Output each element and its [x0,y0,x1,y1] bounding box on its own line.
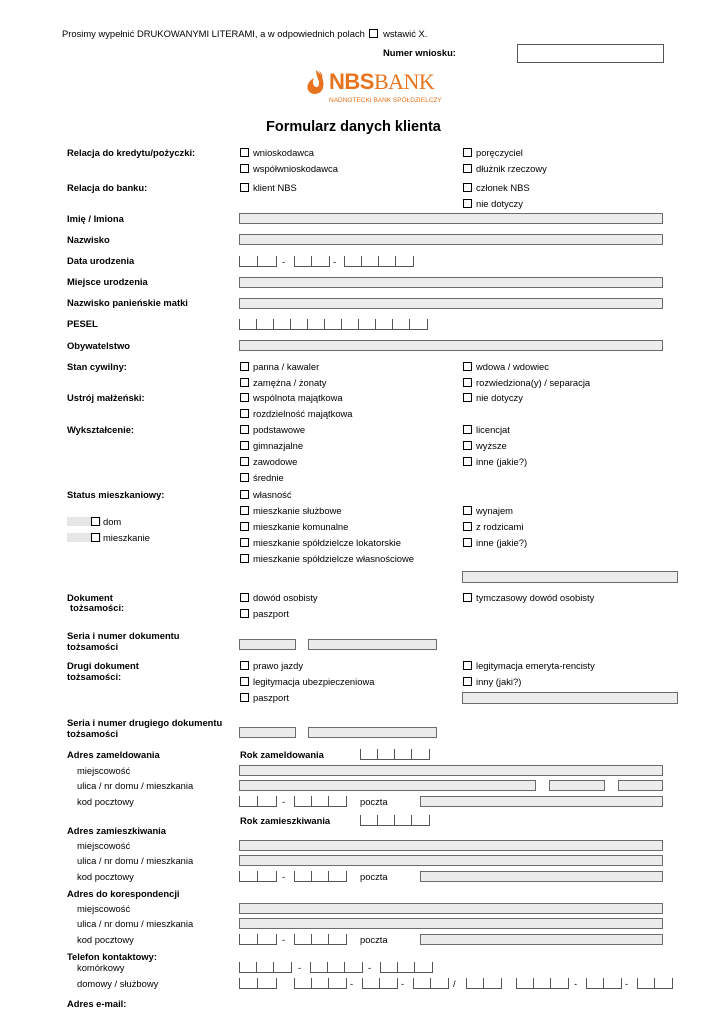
sep-dash: - [574,978,578,989]
option-legitymacja-ubezp: legitymacja ubezpieczeniowa [253,676,375,687]
ko-miejscowosc-label: miejscowość [77,903,131,914]
komorkowy-a[interactable] [239,962,292,973]
telefon-komorkowy-label: komórkowy [77,962,125,973]
option-wyzsze: wyższe [476,440,507,451]
nazwisko-input[interactable] [239,234,663,245]
checkbox-poreczyciel[interactable] [463,148,472,157]
domowy-e[interactable] [466,978,502,989]
ustroj-label: Ustrój małżeński: [67,392,145,403]
sep-dash: - [282,934,286,945]
checkbox-mieszkanie[interactable] [91,533,100,542]
ko-miejscowosc-input[interactable] [239,903,663,914]
checkbox-legitymacja-ubezp[interactable] [240,677,249,686]
sep-dash: - [625,978,629,989]
checkbox-wnioskodawca[interactable] [240,148,249,157]
sep-dash: - [282,796,286,807]
zam-ulica-label: ulica / nr domu / mieszkania [77,780,194,791]
checkbox-panna[interactable] [240,362,249,371]
drugi-dokument-label-2: tożsamości: [67,671,122,682]
zam-poczta-input[interactable] [420,796,663,807]
zm-ulica-input[interactable] [239,855,663,866]
sep-slash: / [453,978,456,989]
email-label: Adres e-mail: [67,998,127,1009]
domowy-h[interactable] [637,978,673,989]
status-inne-input[interactable] [462,571,678,583]
checkbox-z-rodzicami[interactable] [463,522,472,531]
checkbox-zawodowe[interactable] [240,457,249,466]
data-urodzenia-label: Data urodzenia [67,255,135,266]
sep-dash: - [282,871,286,882]
checkbox-wdowa[interactable] [463,362,472,371]
option-paszport-2: paszport [253,692,289,703]
checkbox-komunalne[interactable] [240,522,249,531]
seria-label-2: tożsamości [67,641,119,652]
checkbox-wspolnota[interactable] [240,393,249,402]
option-czlonek-nbs: członek NBS [476,182,530,193]
zm-miejscowosc-input[interactable] [239,840,663,851]
domowy-d[interactable] [413,978,449,989]
komorkowy-c[interactable] [380,962,433,973]
option-wspolwnioskodawca: współwnioskodawca [253,163,338,174]
checkbox-sluzbowe[interactable] [240,506,249,515]
zm-kod-b[interactable] [294,871,347,882]
checkbox-legitymacja-emeryta[interactable] [463,661,472,670]
checkbox-zamezna[interactable] [240,378,249,387]
ko-kod-label: kod pocztowy [77,934,134,945]
adres-zamieszkiwania-label: Adres zamieszkiwania [67,825,167,836]
logo-bank: BANK [373,69,435,94]
sep-dash: - [298,962,302,973]
option-zawodowe: zawodowe [253,456,298,467]
checkbox-nie-dotyczy-bank[interactable] [463,199,472,208]
checkbox-prawo-jazdy[interactable] [240,661,249,670]
option-klient-nbs: klient NBS [253,182,297,193]
domowy-c[interactable] [362,978,398,989]
option-lokatorskie: mieszkanie spółdzielcze lokatorskie [253,537,401,548]
obywatelstwo-input[interactable] [239,340,663,351]
ko-poczta-label: poczta [360,934,388,945]
checkbox-srednie[interactable] [240,473,249,482]
rok-zameldowania-label: Rok zameldowania [240,749,324,760]
checkbox-rozwiedziona[interactable] [463,378,472,387]
instruction-pre: Prosimy wypełnić DRUKOWANYMI LITERAMI, a w odpowiednich polach [62,28,365,39]
option-status-inne: inne (jakie?) [476,537,528,548]
rok-zamieszkiwania-label: Rok zamieszkiwania [240,815,331,826]
ko-ulica-input[interactable] [239,918,663,929]
data-urodzenia-month[interactable] [294,256,330,267]
checkbox-dluznik[interactable] [463,164,472,173]
option-rozdzielnosc: rozdzielność majątkowa [253,408,353,419]
option-paszport: paszport [253,608,289,619]
option-wynajem: wynajem [476,505,513,516]
zam-kod-label: kod pocztowy [77,796,134,807]
instruction-text [62,28,427,39]
checkbox-wlasnosc[interactable] [240,490,249,499]
rok-zameldowania-input[interactable] [360,749,430,760]
domowy-f[interactable] [516,978,569,989]
imie-label: Imię / Imiona [67,213,124,224]
instruction-post: wstawić X. [383,28,428,39]
status-label: Status mieszkaniowy: [67,489,165,500]
data-urodzenia-day[interactable] [239,256,277,267]
zm-kod-label: kod pocztowy [77,871,134,882]
option-srednie: średnie [253,472,284,483]
sep-dash: - [350,978,354,989]
relacja-kredytu-label: Relacja do kredytu/pożyczki: [67,147,196,158]
wyksztalcenie-label: Wykształcenie: [67,424,135,435]
checkbox-lokatorskie[interactable] [240,538,249,547]
zam-nr-domu-input[interactable] [549,780,605,791]
zm-kod-a[interactable] [239,871,277,882]
option-nie-dotyczy-bank: nie dotyczy [476,198,523,209]
checkbox-klient-nbs[interactable] [240,183,249,192]
nazwisko-label: Nazwisko [67,234,110,245]
option-podstawowe: podstawowe [253,424,306,435]
dokument-label-1: Dokument [67,592,113,603]
option-wdowa: wdowa / wdowiec [476,361,549,372]
rok-zamieszkiwania-input[interactable] [360,815,430,826]
option-dowod: dowód osobisty [253,592,318,603]
pesel-label: PESEL [67,318,98,329]
logo-nbs: NBS [329,69,374,94]
zam-miejscowosc-input[interactable] [239,765,663,776]
seria-label-1: Seria i numer dokumentu [67,630,180,641]
domowy-g[interactable] [586,978,622,989]
domowy-a[interactable] [239,978,277,989]
numer-wniosku-input[interactable] [517,44,664,63]
zam-ulica-input[interactable] [239,780,536,791]
checkbox-inny[interactable] [463,677,472,686]
seria2-label-1: Seria i numer drugiego dokumentu [67,717,223,728]
stan-cywilny-label: Stan cywilny: [67,361,127,372]
inny-dokument-input[interactable] [462,692,678,704]
sep-dash: - [368,962,372,973]
ko-kod-b[interactable] [294,934,347,945]
checkbox-tymczasowy[interactable] [463,593,472,602]
zam-kod-b[interactable] [294,796,347,807]
sep-dash: - [333,256,337,267]
sep-dash: - [282,256,286,267]
option-mieszkanie: mieszkanie [103,532,150,543]
pesel-input[interactable] [239,319,428,330]
option-dom: dom [103,516,122,527]
seria2-label-2: tożsamości [67,728,119,739]
option-wyksztalcenie-inne: inne (jakie?) [476,456,528,467]
checkbox-licencjat[interactable] [463,425,472,434]
option-komunalne: mieszkanie komunalne [253,521,349,532]
telefon-label: Telefon kontaktowy: [67,951,157,962]
telefon-domowy-label: domowy / służbowy [77,978,159,989]
miejsce-urodzenia-label: Miejsce urodzenia [67,276,148,287]
logo-flame-icon [305,68,327,98]
option-wlasnosc: własność [253,489,292,500]
checkbox-rozdzielnosc[interactable] [240,409,249,418]
checkbox-dowod[interactable] [240,593,249,602]
checkbox-wyzsze[interactable] [463,441,472,450]
checkbox-wynajem[interactable] [463,506,472,515]
checkbox-status-inne[interactable] [463,538,472,547]
zam-miejscowosc-label: miejscowość [77,765,131,776]
ko-poczta-input[interactable] [420,934,663,945]
option-inny: inny (jaki?) [476,676,522,687]
checkbox-dom[interactable] [91,517,100,526]
relacja-banku-label: Relacja do banku: [67,182,148,193]
option-prawo-jazdy: prawo jazdy [253,660,304,671]
option-sluzbowe: mieszkanie służbowe [253,505,342,516]
zam-poczta-label: poczta [360,796,388,807]
dokument-label-2: tożsamości: [70,602,125,613]
logo-tagline: NADNOTECKI BANK SPÓŁDZIELCZY [329,97,442,104]
seria2-input[interactable] [239,727,296,738]
data-urodzenia-year[interactable] [344,256,414,267]
option-wnioskodawca: wnioskodawca [253,147,314,158]
option-dluznik: dłużnik rzeczowy [476,163,547,174]
nazwisko-matki-input[interactable] [239,298,663,309]
option-licencjat: licencjat [476,424,510,435]
komorkowy-b[interactable] [310,962,363,973]
checkbox-paszport[interactable] [240,609,249,618]
numer-wniosku-label: Numer wniosku: [383,47,456,58]
ko-kod-a[interactable] [239,934,277,945]
option-wspolnota: wspólnota majątkowa [253,392,343,403]
zm-poczta-input[interactable] [420,871,663,882]
adres-korespondencji-label: Adres do korespondencji [67,888,180,899]
zam-kod-a[interactable] [239,796,277,807]
zm-miejscowosc-label: miejscowość [77,840,131,851]
obywatelstwo-label: Obywatelstwo [67,340,131,351]
adres-zameldowania-label: Adres zameldowania [67,749,160,760]
numer2-input[interactable] [308,727,437,738]
option-z-rodzicami: z rodzicami [476,521,524,532]
imie-input[interactable] [239,213,663,224]
checkbox-gimnazjalne[interactable] [240,441,249,450]
option-ustroj-nie-dotyczy: nie dotyczy [476,392,523,403]
checkbox-sample-icon [369,29,378,38]
domowy-b[interactable] [294,978,347,989]
option-panna: panna / kawaler [253,361,320,372]
seria-input[interactable] [239,639,296,650]
checkbox-wyksztalcenie-inne[interactable] [463,457,472,466]
option-rozwiedziona: rozwiedziona(y) / separacja [476,377,591,388]
zam-nr-mieszkania-input[interactable] [618,780,663,791]
option-legitymacja-emeryta: legitymacja emeryta-rencisty [476,660,595,671]
option-wlasnosciowe: mieszkanie spółdzielcze własnościowe [253,553,415,564]
checkbox-podstawowe[interactable] [240,425,249,434]
checkbox-wspolwnioskodawca[interactable] [240,164,249,173]
option-poreczyciel: poręczyciel [476,147,523,158]
ko-ulica-label: ulica / nr domu / mieszkania [77,918,194,929]
miejsce-urodzenia-input[interactable] [239,277,663,288]
nbs-bank-logo [305,66,442,112]
zm-poczta-label: poczta [360,871,388,882]
option-zamezna: zamężna / żonaty [253,377,327,388]
checkbox-wlasnosciowe[interactable] [240,554,249,563]
checkbox-czlonek-nbs[interactable] [463,183,472,192]
option-gimnazjalne: gimnazjalne [253,440,304,451]
drugi-dokument-label-1: Drugi dokument [67,660,139,671]
numer-dokumentu-input[interactable] [308,639,437,650]
checkbox-paszport-2[interactable] [240,693,249,702]
zm-ulica-label: ulica / nr domu / mieszkania [77,855,194,866]
nazwisko-matki-label: Nazwisko panieńskie matki [67,297,188,308]
page-title: Formularz danych klienta [266,119,441,135]
sep-dash: - [401,978,405,989]
option-tymczasowy: tymczasowy dowód osobisty [476,592,595,603]
checkbox-ustroj-nie-dotyczy[interactable] [463,393,472,402]
